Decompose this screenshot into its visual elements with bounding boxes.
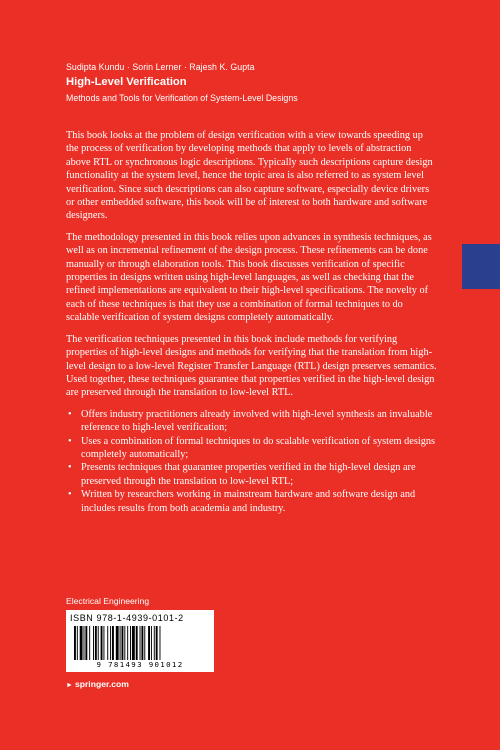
subject-category: Electrical Engineering (66, 596, 150, 606)
publisher-url: springer.com (74, 679, 129, 689)
spine-color-tab (462, 244, 500, 289)
list-item-text: Written by researchers working in mainstream hardware and software design and includes results from both academia and industry. (81, 489, 416, 514)
bullet-icon: • (68, 462, 72, 474)
list-item-text: Offers industry practitioners already involved with high-level synthesis an invaluable reference to high-level verification; (81, 408, 433, 434)
blurb-paragraph-2: The methodology presented in this book relies upon advances in synthesis techniques, as well as on incremental refinement of the design process. These refinements can be done manually or through elaboration tools. This book discusses verification of specific properties in designs written using high-level languages, as well as checking that the refined implementations are equivalent to their high-level specifications. The novelty of each of these techniques is that they use a combination of formal techniques to do scalable verification of system designs completely automatically. (66, 231, 432, 324)
barcode (66, 610, 214, 672)
authors: Sudipta Kundu · Sorin Lerner · Rajesh K. Gupta (66, 62, 255, 72)
list-item (66, 408, 438, 435)
isbn-label: ISBN 978-1-4939-0101-2 (70, 613, 184, 623)
book-subtitle: Methods and Tools for Verification of System-Level Designs (66, 93, 298, 103)
list-item-text: Uses a combination of formal techniques to do scalable verification of system designs completely automatically; (81, 435, 436, 460)
feature-list (66, 408, 438, 515)
blurb-paragraph-3: The verification techniques presented in this book include methods for verifying properties of high-level designs and methods for verifying that the translation from high-level design to a low-level Register Transfer Language (RTL) design preserves semantics. Used together, these techniques guarantee that properties verified in the high-level design are preserved through the translation to low-level RTL. (66, 333, 437, 399)
book-title: High-Level Verification (66, 76, 187, 88)
blurb (66, 129, 438, 515)
blurb-paragraph-1: This book looks at the problem of design verification with a view towards speeding up the process of verification by developing methods that apply to levels of abstraction above RTL or synchronous logic descriptions. Typically such descriptions capture design functionality at the system level, hence the topic area is also referred to as system level verification. Since such descriptions can also capture software, especially device drivers or other embedded software, this book will be of interest to both hardware and software designers. (66, 130, 433, 222)
barcode-digits: 9 781493 901012 (96, 660, 184, 669)
publisher-link[interactable] (66, 679, 129, 689)
bullet-icon: • (68, 408, 72, 420)
arrow-right-icon: ► (66, 682, 73, 689)
bullet-icon: • (68, 489, 72, 501)
list-item (66, 488, 438, 515)
list-item (66, 435, 438, 462)
barcode-bars-icon (74, 626, 206, 660)
list-item (66, 461, 438, 488)
list-item-text: Presents techniques that guarantee properties verified in the high-level design are preserved through the translation to low-level RTL; (81, 462, 416, 487)
bullet-icon: • (68, 435, 72, 447)
